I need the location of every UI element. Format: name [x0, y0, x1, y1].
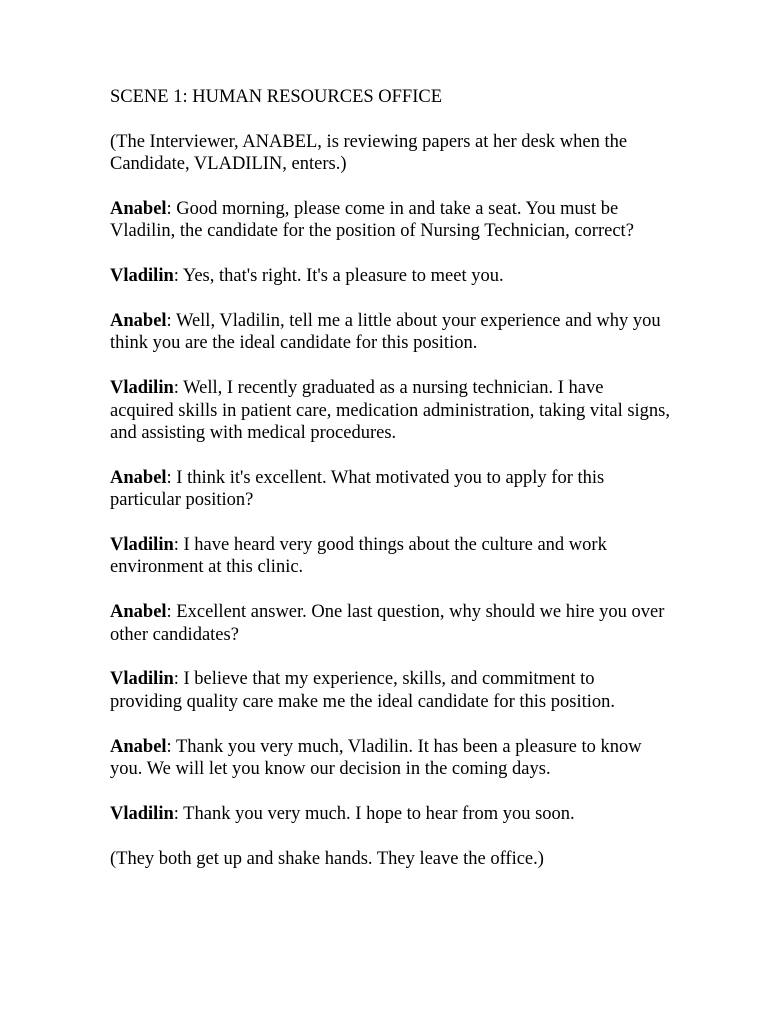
dialogue-text: : Thank you very much. I hope to hear from you soon. [173, 803, 575, 824]
dialogue-line [110, 601, 670, 646]
dialogue-line [110, 736, 670, 781]
dialogue-text: : Yes, that's right. It's a pleasure to meet you. [173, 266, 504, 287]
closing-stage-direction: (They both get up and shake hands. They leave the office.) [110, 848, 544, 869]
speaker-name: Anabel [110, 736, 167, 757]
dialogue-line [110, 534, 670, 579]
document-page [110, 86, 670, 892]
dialogue-text: : Thank you very much, Vladilin. It has been a pleasure to know you. We will let you know our decision in the coming days. [110, 736, 642, 780]
speaker-name: Anabel [110, 311, 167, 331]
dialogue-line [110, 265, 670, 287]
dialogue-line [110, 377, 670, 444]
speaker-name: Anabel [110, 602, 167, 623]
dialogue-text: : Well, I recently graduated as a nursing technician. I have acquired skills in patient care, medication administration, taking vital signs, and assisting with medical procedures. [110, 378, 671, 444]
speaker-name: Vladilin [110, 669, 174, 690]
speaker-name: Vladilin [110, 535, 174, 556]
dialogue-text: : Well, Vladilin, tell me a little about your experience and why you think you are the ideal candidate for this position. [110, 311, 661, 354]
dialogue-text: : I think it's excellent. What motivated you to apply for this particular position? [110, 467, 605, 511]
scene-heading: SCENE 1: HUMAN RESOURCES OFFICE [110, 87, 443, 107]
speaker-name: Anabel [110, 199, 167, 219]
dialogue-line [110, 467, 670, 512]
speaker-name: Vladilin [110, 266, 174, 287]
dialogue-text: : Excellent answer. One last question, why should we hire you over other candidates? [110, 602, 665, 645]
speaker-name: Vladilin [110, 803, 174, 824]
dialogue-line [110, 803, 670, 825]
opening-stage-direction: (The Interviewer, ANABEL, is reviewing papers at her desk when the Candidate, VLADILIN, enters.) [110, 131, 628, 175]
dialogue-line [110, 198, 670, 243]
speaker-name: Anabel [110, 467, 167, 488]
dialogue-text: : I have heard very good things about the culture and work environment at this clinic. [110, 535, 607, 578]
dialogue-line [110, 310, 670, 355]
dialogue-text: : Good morning, please come in and take a seat. You must be Vladilin, the candidate for the position of Nursing Technician, correct? [110, 199, 634, 242]
speaker-name: Vladilin [110, 378, 174, 399]
dialogue-line [110, 668, 670, 713]
dialogue-text: : I believe that my experience, skills, and commitment to providing quality care make me the ideal candidate for this position. [110, 669, 616, 712]
